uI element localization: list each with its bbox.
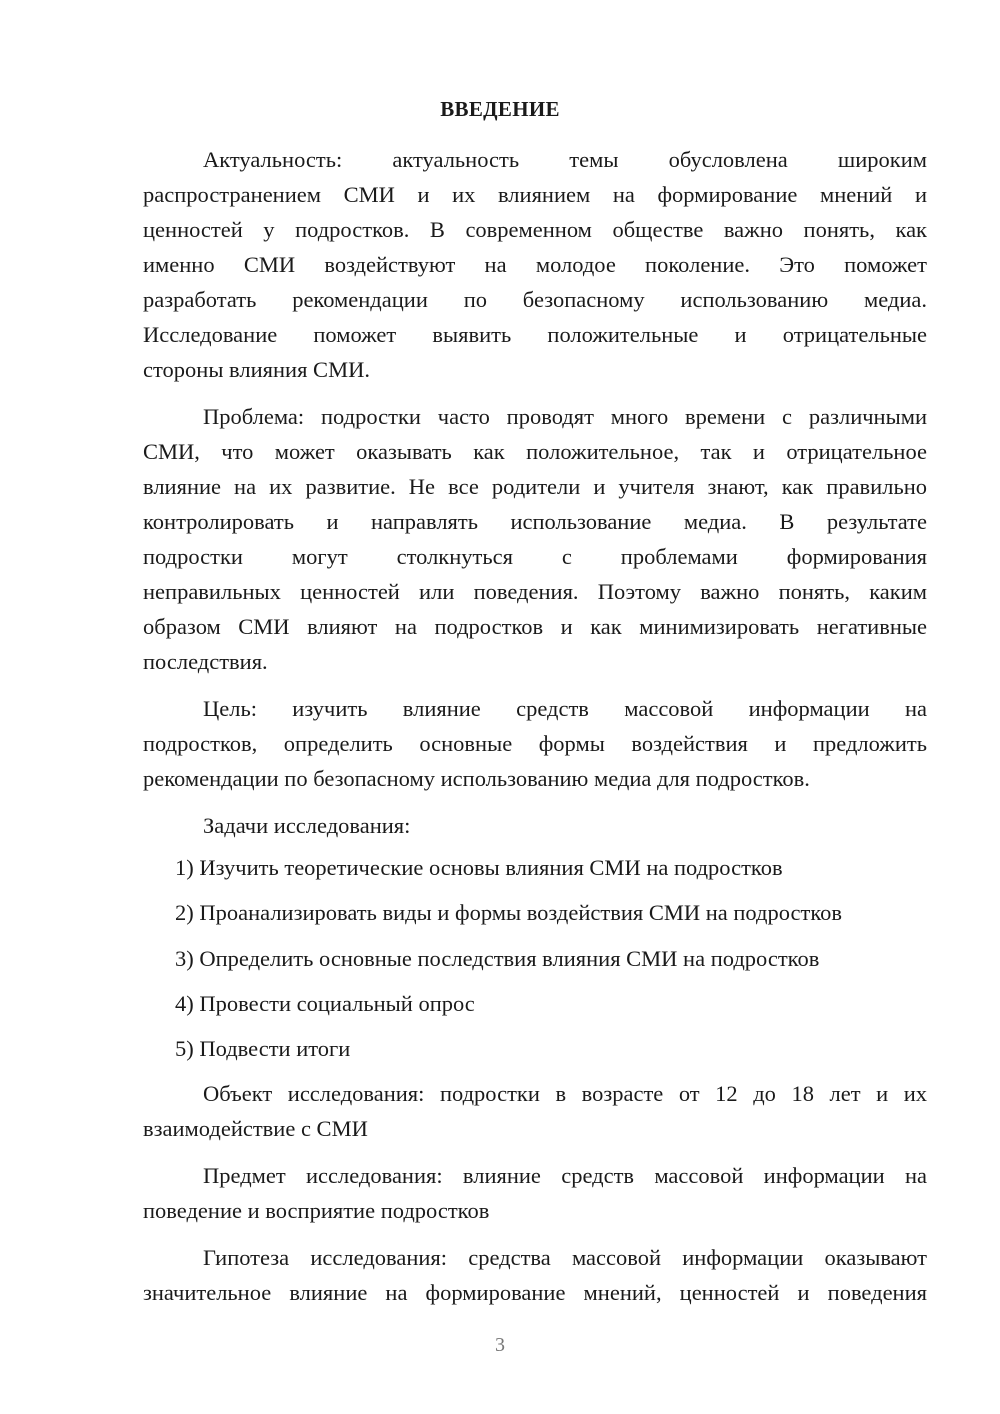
page-number: 3 — [495, 1334, 505, 1356]
text-line: подростков, определить основные формы воздействия и предложить — [143, 731, 927, 756]
text-line: последствия. — [143, 649, 268, 674]
task-item: 3) Определить основные последствия влияния СМИ на подростков — [175, 945, 820, 971]
text-line: поведение и восприятие подростков — [143, 1198, 490, 1224]
document-body — [143, 142, 927, 1322]
tasks-list — [143, 850, 927, 1076]
task-item: 5) Подвести итоги — [175, 1036, 351, 1062]
paragraphs-after — [143, 1076, 927, 1310]
text-line: именно СМИ воздействуют на молодое поколение. Это поможет — [143, 252, 927, 277]
text-line: Исследование поможет выявить положительные и отрицательные — [143, 322, 927, 347]
task-item: 1) Изучить теоретические основы влияния СМИ на подростков — [175, 855, 783, 880]
text-line: Проблема: подростки часто проводят много времени с различными — [203, 404, 927, 429]
tasks-heading: Задачи исследования: — [203, 813, 411, 838]
paragraph — [143, 691, 927, 796]
text-line: Цель: изучить влияние средств массовой информации на — [203, 696, 927, 721]
text-line: СМИ, что может оказывать как положительное, так и отрицательное — [143, 439, 927, 464]
text-line: разработать рекомендации по безопасному использованию медиа. — [143, 287, 927, 312]
paragraph — [143, 1076, 927, 1146]
paragraph — [143, 1240, 927, 1310]
text-line: образом СМИ влияют на подростков и как минимизировать негативные — [143, 614, 927, 639]
text-line: распространением СМИ и их влиянием на формирование мнений и — [143, 182, 927, 207]
paragraph — [143, 399, 927, 679]
task-item: 2) Проанализировать виды и формы воздействия СМИ на подростков — [175, 900, 843, 926]
text-line: Актуальность: актуальность темы обусловлена широким — [203, 147, 927, 172]
text-line: контролировать и направлять использование медиа. В результате — [143, 509, 927, 534]
text-line: влияние на их развитие. Не все родители и учителя знают, как правильно — [143, 474, 927, 499]
section-title: ВВЕДЕНИЕ — [440, 97, 560, 121]
text-line: Гипотеза исследования: средства массовой информации оказывают — [203, 1245, 927, 1271]
text-line: неправильных ценностей или поведения. Поэтому важно понять, каким — [143, 579, 927, 604]
paragraph — [143, 142, 927, 387]
text-line: взаимодействие с СМИ — [143, 1116, 368, 1142]
text-line: значительное влияние на формирование мнений, ценностей и поведения — [143, 1280, 927, 1306]
text-line: стороны влияния СМИ. — [143, 357, 370, 382]
paragraphs-before — [143, 142, 927, 796]
text-line: подростки могут столкнуться с проблемами формирования — [143, 544, 927, 569]
text-line: Предмет исследования: влияние средств массовой информации на — [203, 1163, 927, 1189]
text-line: ценностей у подростков. В современном обществе важно понять, как — [143, 217, 927, 242]
text-line: рекомендации по безопасному использованию медиа для подростков. — [143, 766, 810, 791]
task-item: 4) Провести социальный опрос — [175, 990, 475, 1016]
text-line: Объект исследования: подростки в возрасте от 12 до 18 лет и их — [203, 1081, 927, 1107]
paragraph — [143, 1158, 927, 1228]
